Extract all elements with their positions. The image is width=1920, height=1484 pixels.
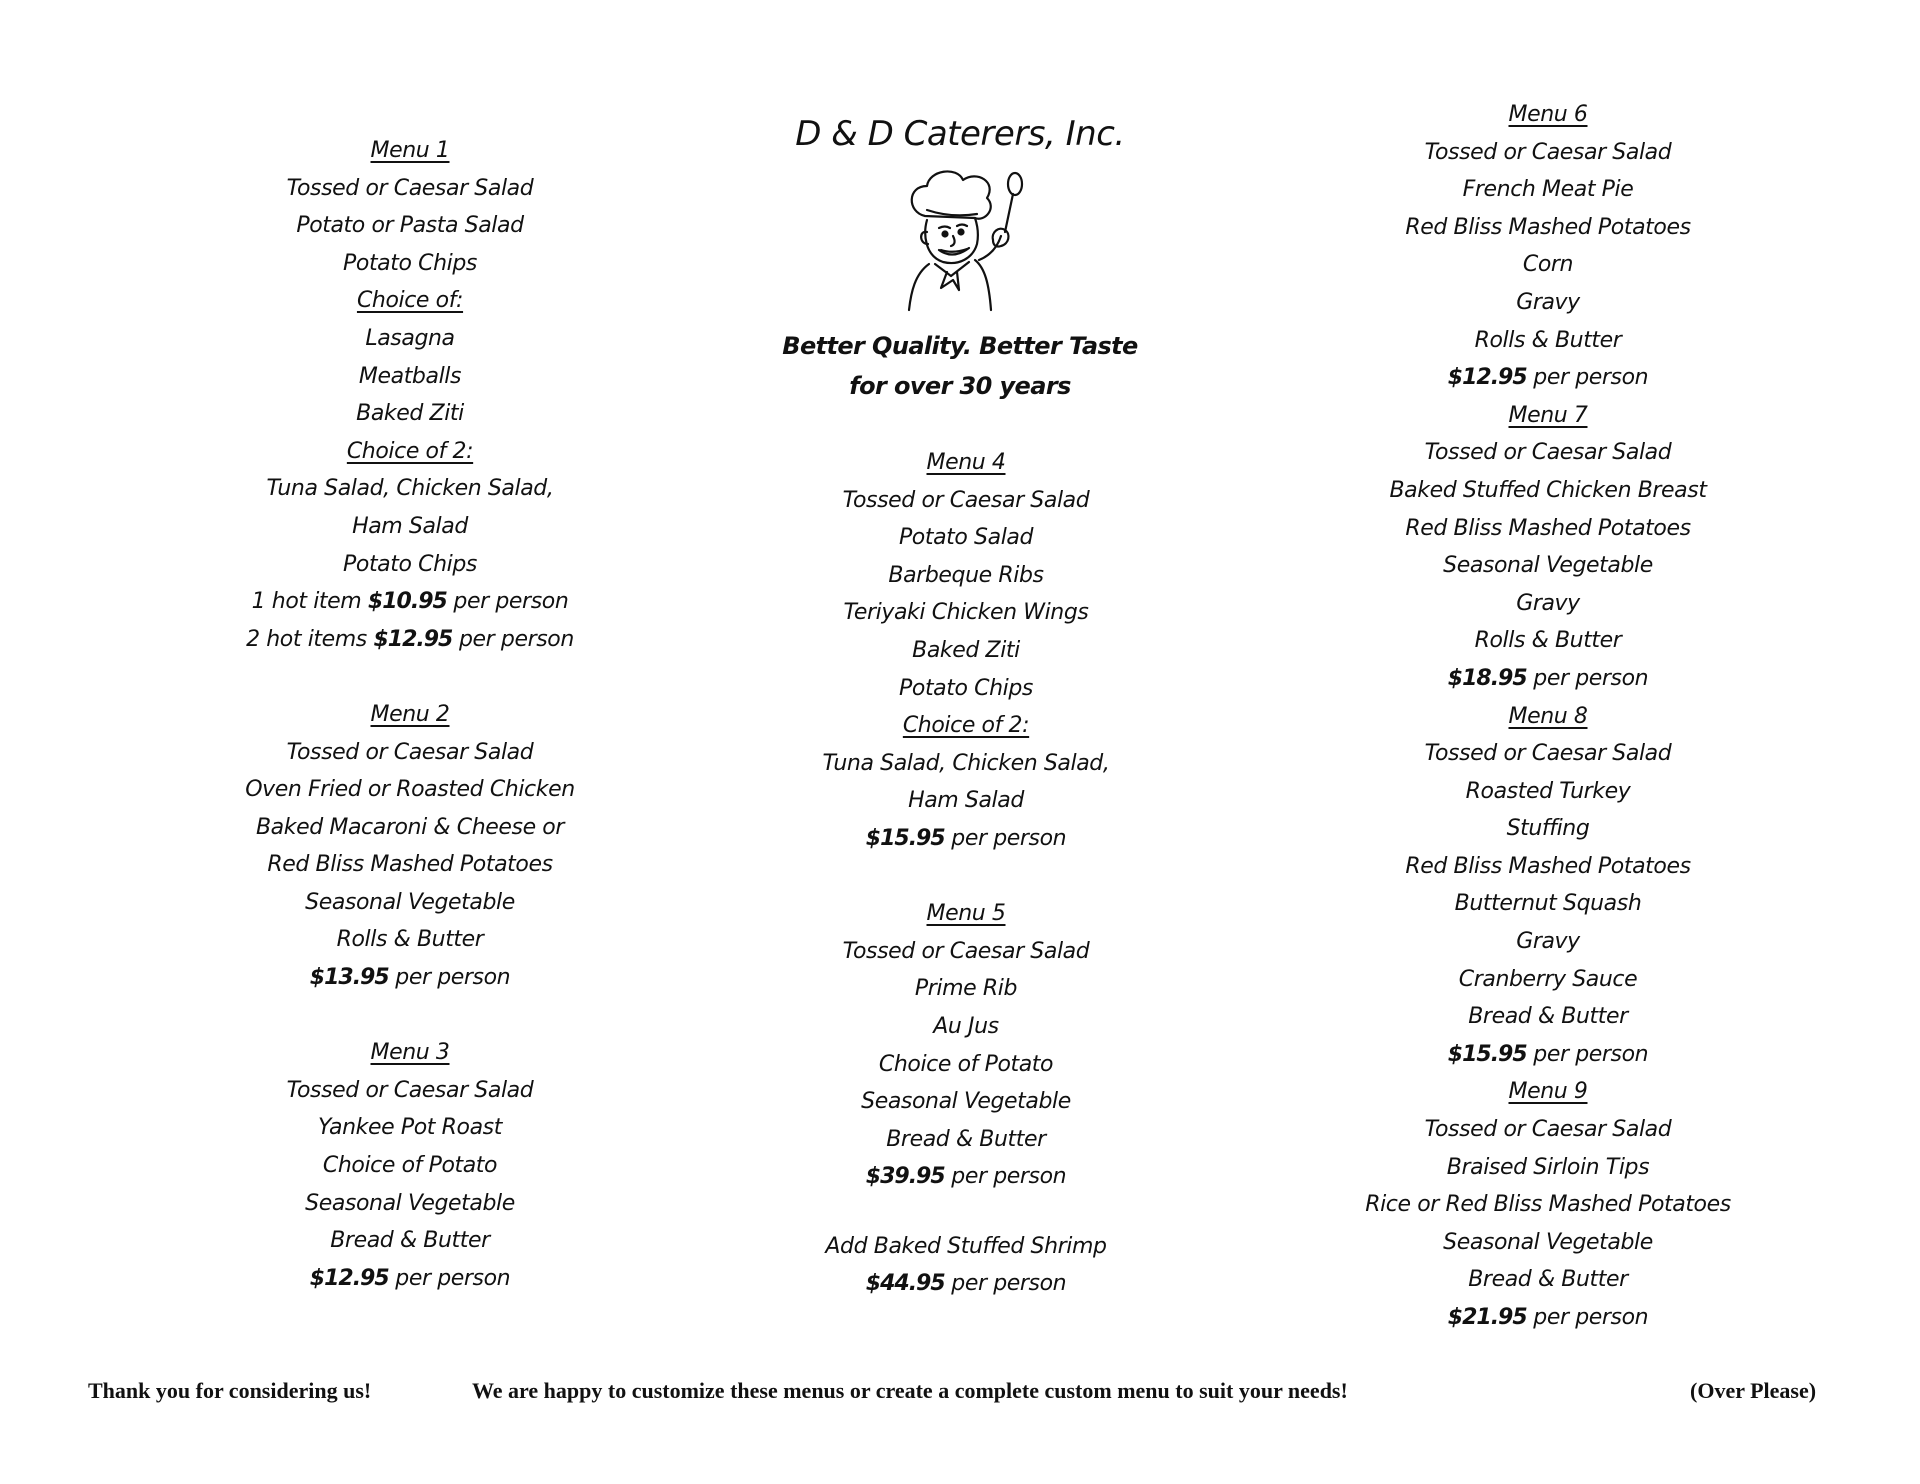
- per-person: per person: [951, 1271, 1067, 1297]
- footer-customize: We are happy to customize these menus or create a complete custom menu to suit your needs!: [472, 1378, 1348, 1403]
- menu-item: Tossed or Caesar Salad: [842, 487, 1090, 513]
- menu-item: Ham Salad: [908, 788, 1024, 814]
- menu-item: Choice of Potato: [878, 1051, 1054, 1077]
- menu-item: Tuna Salad, Chicken Salad,: [266, 476, 554, 502]
- menu-item: Potato or Pasta Salad: [296, 213, 524, 239]
- menu-item: Teriyaki Chicken Wings: [843, 600, 1089, 626]
- menu-item: Seasonal Vegetable: [305, 1190, 515, 1216]
- left-column: [210, 132, 610, 1297]
- menu-item: Baked Macaroni & Cheese or: [255, 814, 565, 840]
- price: $18.95: [1447, 665, 1527, 691]
- menu-item: Oven Fried or Roasted Chicken: [245, 777, 575, 803]
- menu-item: Tossed or Caesar Salad: [286, 175, 534, 201]
- menu-item: Stuffing: [1506, 816, 1590, 842]
- menu-item: Ham Salad: [352, 513, 468, 539]
- middle-column: [766, 444, 1166, 1303]
- menu-item: Rolls & Butter: [1474, 327, 1622, 353]
- menu-item: Rolls & Butter: [1474, 628, 1622, 654]
- price-line: [210, 959, 610, 997]
- price-line: [766, 1265, 1166, 1303]
- price-line: [1348, 1036, 1748, 1074]
- price-prefix: 1 hot item: [251, 589, 362, 615]
- price: $10.95: [367, 589, 447, 615]
- menu-item: Cranberry Sauce: [1458, 966, 1638, 992]
- price: $13.95: [309, 965, 389, 991]
- price: $12.95: [309, 1265, 389, 1291]
- price-line: [210, 1260, 610, 1298]
- menu-item: Rice or Red Bliss Mashed Potatoes: [1365, 1192, 1731, 1218]
- menu-item: Butternut Squash: [1454, 891, 1642, 917]
- menu-item: Bread & Butter: [886, 1126, 1046, 1152]
- menu-item: Potato Salad: [898, 525, 1034, 551]
- price-line: [1348, 660, 1748, 698]
- menu-item: Tossed or Caesar Salad: [286, 1077, 534, 1103]
- menu-title: Menu 6: [1508, 102, 1588, 127]
- price-line: [766, 1158, 1166, 1196]
- menu-item: Red Bliss Mashed Potatoes: [1405, 853, 1691, 879]
- price: $44.95: [865, 1271, 945, 1297]
- right-column: [1348, 96, 1748, 1337]
- per-person: per person: [1533, 1305, 1649, 1330]
- menu-title: Menu 8: [1508, 703, 1588, 729]
- menu-item: Seasonal Vegetable: [861, 1089, 1071, 1115]
- per-person: per person: [453, 589, 569, 615]
- choice-heading: Choice of 2:: [902, 713, 1030, 739]
- price-line: [210, 621, 610, 659]
- per-person: per person: [951, 1164, 1067, 1190]
- menu-title: Menu 9: [1508, 1079, 1588, 1105]
- menu-title: Menu 7: [1508, 402, 1588, 428]
- menu-item: Red Bliss Mashed Potatoes: [1405, 515, 1691, 541]
- per-person: per person: [1533, 365, 1649, 391]
- menu-item: Yankee Pot Roast: [318, 1115, 502, 1141]
- menu-item: Baked Stuffed Chicken Breast: [1389, 477, 1707, 503]
- tagline-line: for over 30 years: [849, 372, 1071, 400]
- menu-item: Bread & Butter: [330, 1228, 490, 1254]
- menu-item: Baked Ziti: [356, 401, 464, 427]
- menu-title: Menu 2: [370, 701, 450, 727]
- price-line: [766, 820, 1166, 858]
- per-person: per person: [951, 825, 1067, 851]
- menu-item: Tossed or Caesar Salad: [1424, 741, 1672, 767]
- menu-title: Menu 4: [926, 450, 1006, 475]
- addon-item: Add Baked Stuffed Shrimp: [825, 1233, 1107, 1259]
- menu-item: Lasagna: [365, 325, 455, 351]
- menu-item: Gravy: [1516, 929, 1580, 955]
- price: $15.95: [865, 825, 945, 851]
- choice-heading: Choice of:: [356, 288, 464, 314]
- menu-item: Tossed or Caesar Salad: [1424, 139, 1672, 165]
- chef-logo: [885, 164, 1035, 314]
- menu-item: Seasonal Vegetable: [1443, 553, 1653, 579]
- brand-header: [760, 112, 1160, 406]
- menu-item: Potato Chips: [343, 551, 477, 577]
- price-line: [1348, 359, 1748, 397]
- price: $21.95: [1447, 1305, 1527, 1330]
- menu-item: Red Bliss Mashed Potatoes: [1405, 214, 1691, 240]
- price-line: [1348, 1299, 1748, 1337]
- menu-item: Roasted Turkey: [1465, 778, 1631, 804]
- menu-item: Au Jus: [933, 1013, 999, 1039]
- menu-item: Meatballs: [358, 363, 462, 389]
- tagline: [760, 326, 1160, 406]
- menu-item: Barbeque Ribs: [888, 562, 1044, 588]
- menu-item: Tossed or Caesar Salad: [1424, 1117, 1672, 1143]
- price: $12.95: [1447, 365, 1527, 391]
- per-person: per person: [395, 965, 511, 991]
- price: $15.95: [1447, 1041, 1527, 1067]
- per-person: per person: [1533, 665, 1649, 691]
- menu-item: Tossed or Caesar Salad: [842, 938, 1090, 964]
- price: $12.95: [373, 626, 453, 652]
- menu-title: Menu 5: [926, 901, 1006, 927]
- menu-item: Rolls & Butter: [336, 927, 484, 953]
- menu-item: Corn: [1522, 252, 1574, 278]
- menu-item: Potato Chips: [343, 250, 477, 276]
- menu-item: Baked Ziti: [912, 637, 1020, 663]
- menu-item: Potato Chips: [899, 675, 1033, 701]
- per-person: per person: [395, 1265, 511, 1291]
- menu-item: Seasonal Vegetable: [1443, 1229, 1653, 1255]
- per-person: per person: [1533, 1041, 1649, 1067]
- menu-item: Bread & Butter: [1468, 1267, 1628, 1293]
- menu-item: Tuna Salad, Chicken Salad,: [822, 750, 1110, 776]
- tagline-line: Better Quality. Better Taste: [782, 332, 1138, 360]
- per-person: per person: [458, 626, 574, 652]
- menu-item: Braised Sirloin Tips: [1446, 1154, 1650, 1180]
- menu-title: Menu 1: [370, 138, 450, 163]
- price-prefix: 2 hot items: [246, 626, 367, 652]
- menu-title: Menu 3: [370, 1040, 450, 1066]
- footer-thanks: Thank you for considering us!: [88, 1378, 372, 1403]
- menu-item: Choice of Potato: [322, 1153, 498, 1179]
- footer-over-please: (Over Please): [1690, 1378, 1817, 1403]
- menu-item: Bread & Butter: [1468, 1004, 1628, 1030]
- menu-item: Tossed or Caesar Salad: [1424, 440, 1672, 466]
- menu-item: Seasonal Vegetable: [305, 889, 515, 915]
- price-line: [210, 583, 610, 621]
- price: $39.95: [865, 1164, 945, 1190]
- menu-item: French Meat Pie: [1462, 177, 1634, 203]
- menu-item: Prime Rib: [914, 976, 1018, 1002]
- menu-item: Tossed or Caesar Salad: [286, 739, 534, 765]
- menu-item: Gravy: [1516, 289, 1580, 315]
- choice-heading: Choice of 2:: [346, 438, 474, 464]
- company-name: D & D Caterers, Inc.: [795, 114, 1125, 154]
- menu-item: Red Bliss Mashed Potatoes: [267, 852, 553, 878]
- menu-item: Gravy: [1516, 590, 1580, 616]
